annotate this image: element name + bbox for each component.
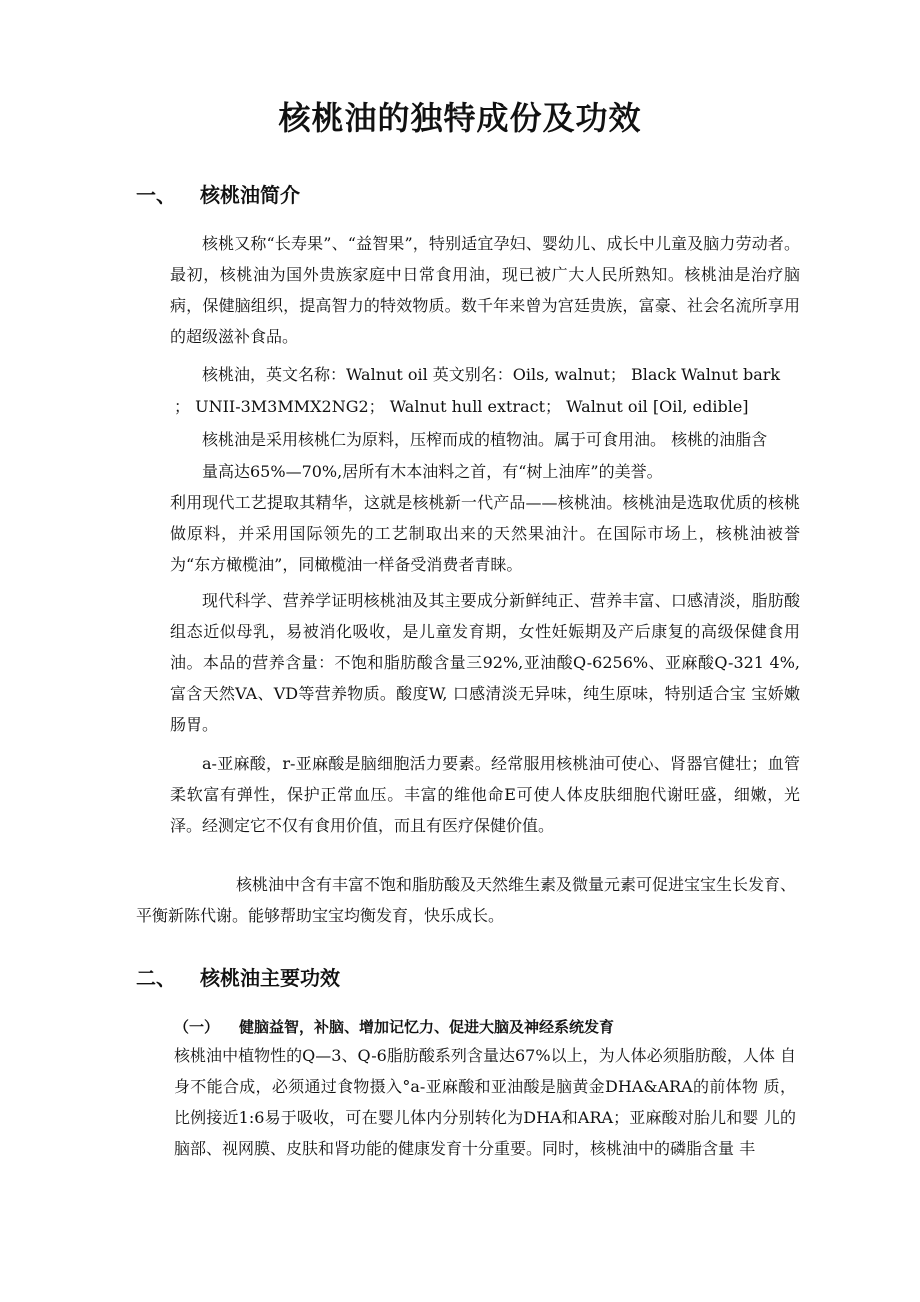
paragraph-brain-benefit: 核桃油中植物性的Q—3、Q-6脂肪酸系列含量达67%以上，为人体必须脂肪酸，人体 自身不能合成，必须通过食物摄入°a-亚麻酸和亚油酸是脑黄金DHA&ARA的前体物 质，比例接近1:6易于吸收，可在婴儿体内分别转化为DHA和ARA；亚麻酸对胎儿和婴 儿的脑部、视网膜、皮肤和肾功能的健康发育十分重要。同时，核桃油中的磷脂含量 丰 [174,1046,796,1158]
section-number: 二、 [136,966,176,990]
paragraph-english-name-line2: ； UNII-3M3MMX2NG2； Walnut hull extract； Walnut oil [Oil, edible] [174,397,749,416]
section-number: 一、 [136,183,176,207]
document-title: 核桃油的独特成份及功效 [278,99,642,137]
paragraph-raw-material-line2: 量高达65%—70%,居所有木本油料之首，有“树上油库”的美誉。 [202,462,663,481]
paragraph-linolenic-acid: a-亚麻酸，r-亚麻酸是脑细胞活力要素。经常服用核桃油可使心、肾器官健壮；血管柔软富有弹性，保护正常血压。丰富的维他命E可使人体皮肤细胞代谢旺盛，细嫩，光泽。经测定它不仅有食用价值，而且有医疗保健价值。 [170,754,800,835]
paragraph-raw-material-line1: 核桃油是采用核桃仁为原料，压榨而成的植物油。属于可食用油。 核桃的油脂含 [202,430,768,449]
paragraph-nutrition: 现代科学、营养学证明核桃油及其主要成分新鲜纯正、营养丰富、口感清淡，脂肪酸组态近似母乳，易被消化吸收，是儿童发育期，女性妊娠期及产后康复的高级保健食用油。本品的营养含量：不饱和脂肪酸含量三92%,亚油酸Q-6256%、亚麻酸Q-321 4%,富含天然VA、VD等营养物质。酸度W, 口感清淡无异味，纯生原味，特别适合宝 宝娇嫩肠胃。 [170,591,800,734]
paragraph-intro: 核桃又称“长寿果”、“益智果”，特别适宜孕妇、婴幼儿、成长中儿童及脑力劳动者。最初，核桃油为国外贵族家庭中日常食用油，现已被广大人民所熟知。核桃油是治疗脑病，保健脑组织，提高智力的特效物质。数千年来曾为宫廷贵族，富豪、社会名流所享用的超级滋补食品。 [170,234,800,346]
paragraph-modern-process: 利用现代工艺提取其精华，这就是核桃新一代产品——核桃油。核桃油是选取优质的核桃做原料，并采用国际领先的工艺制取出来的天然果油汁。在国际市场上，核桃油被誉为“东方橄榄油”，同橄榄油一样备受消费者青睐。 [170,493,800,574]
paragraph-english-name-line1: 核桃油，英文名称：Walnut oil 英文别名：Oils, walnut； Black Walnut bark [202,365,781,384]
section-title: 核桃油主要功效 [200,966,340,990]
section-title: 核桃油简介 [200,183,300,207]
subsection-number: （一） [174,1018,220,1036]
subsection-title: 健脑益智，补脑、增加记忆力、促进大脑及神经系统发育 [239,1018,615,1036]
paragraph-baby-growth: 核桃油中含有丰富不饱和脂肪酸及天然维生素及微量元素可促进宝宝生长发育、平衡新陈代谢。能够帮助宝宝均衡发育，快乐成长。 [136,875,797,925]
subsection-heading-1 [174,1016,614,1037]
